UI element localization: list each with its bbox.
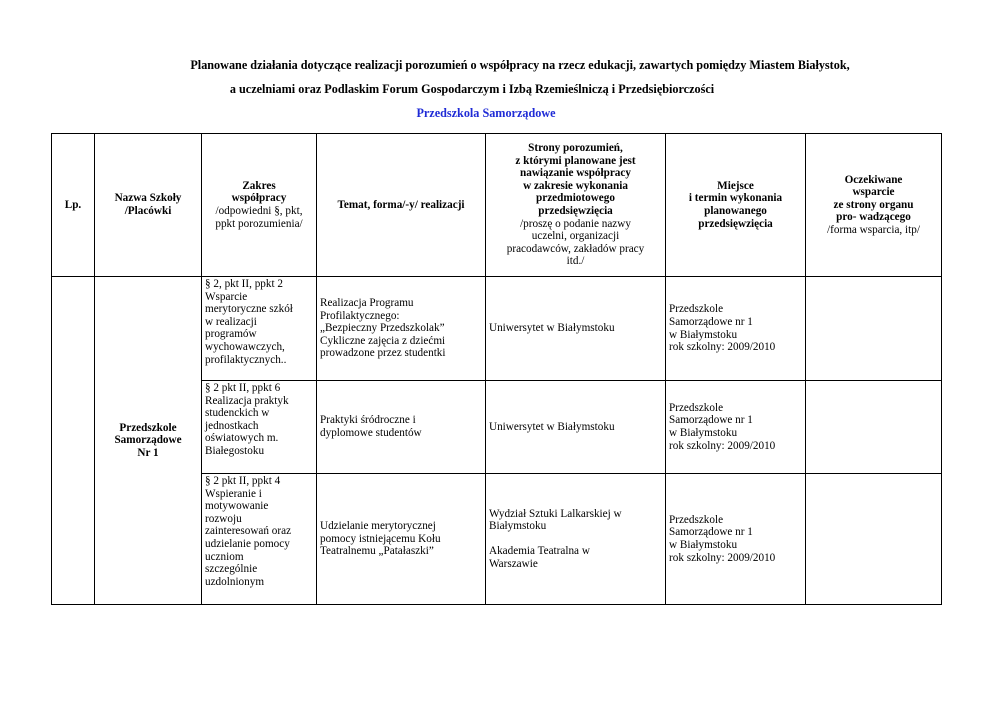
planned-activities-table	[51, 133, 942, 605]
cell-topic: Praktyki śródroczne i dyplomowe studentów	[317, 381, 486, 474]
document-title-line-1: Planowane działania dotyczące realizacji porozumień o współpracy na rzecz edukacji, zawartych pomiędzy Miastem Białystok,	[190, 58, 850, 72]
cell-expected-support	[806, 381, 942, 474]
table-row	[52, 277, 942, 381]
cell-scope: § 2 pkt II, ppkt 6 Realizacja praktyk studenckich w jednostkach oświatowych m. Białegostoku	[202, 381, 317, 474]
cell-place-term: Przedszkole Samorządowe nr 1 w Białymstoku rok szkolny: 2009/2010	[666, 381, 806, 474]
cell-place-term: Przedszkole Samorządowe nr 1 w Białymstoku rok szkolny: 2009/2010	[666, 277, 806, 381]
cell-topic: Udzielanie merytorycznej pomocy istniejącemu Kołu Teatralnemu „Patałaszki”	[317, 474, 486, 605]
header-school-name: Nazwa Szkoły /Placówki	[95, 134, 202, 277]
cell-topic: Realizacja Programu Profilaktycznego: „Bezpieczny Przedszkolak” Cykliczne zajęcia z dziećmi prowadzone przez studentki	[317, 277, 486, 381]
cell-parties: Uniwersytet w Białymstoku	[486, 381, 666, 474]
table-header-row	[52, 134, 942, 277]
cell-parties: Wydział Sztuki Lalkarskiej w Białymstoku Akademia Teatralna w Warszawie	[486, 474, 666, 605]
header-scope: Zakres współpracy /odpowiedni §, pkt, ppkt porozumienia/	[202, 134, 317, 277]
document-subtitle: Przedszkola Samorządowe	[416, 106, 556, 120]
cell-scope: § 2 pkt II, ppkt 4 Wspieranie i motywowanie rozwoju zainteresowań oraz udzielanie pomocy uczniom szczególnie uzdolnionym	[202, 474, 317, 605]
header-place-term: Miejsce i termin wykonania planowanego przedsięwzięcia	[666, 134, 806, 277]
header-topic: Temat, forma/-y/ realizacji	[317, 134, 486, 277]
document-title-line-2: a uczelniami oraz Podlaskim Forum Gospodarczym i Izbą Rzemieślniczą i Przedsiębiorczości	[229, 82, 715, 96]
header-parties: Strony porozumień, z którymi planowane jest nawiązanie współpracy w zakresie wykonania przedmiotowego przedsięwzięcia /proszę o podanie nazwy uczelni, organizacji pracodawców, zakładów pracy itd./	[486, 134, 666, 277]
cell-lp	[52, 277, 95, 605]
cell-place-term: Przedszkole Samorządowe nr 1 w Białymstoku rok szkolny: 2009/2010	[666, 474, 806, 605]
cell-parties: Uniwersytet w Białymstoku	[486, 277, 666, 381]
header-expected-support: Oczekiwane wsparcie ze strony organu pro- wadzącego /forma wsparcia, itp/	[806, 134, 942, 277]
cell-expected-support	[806, 277, 942, 381]
cell-school-name: Przedszkole Samorządowe Nr 1	[95, 277, 202, 605]
header-lp: Lp.	[52, 134, 95, 277]
cell-expected-support	[806, 474, 942, 605]
cell-scope: § 2, pkt II, ppkt 2 Wsparcie merytoryczne szkół w realizacji programów wychowawczych, profilaktycznych..	[202, 277, 317, 381]
